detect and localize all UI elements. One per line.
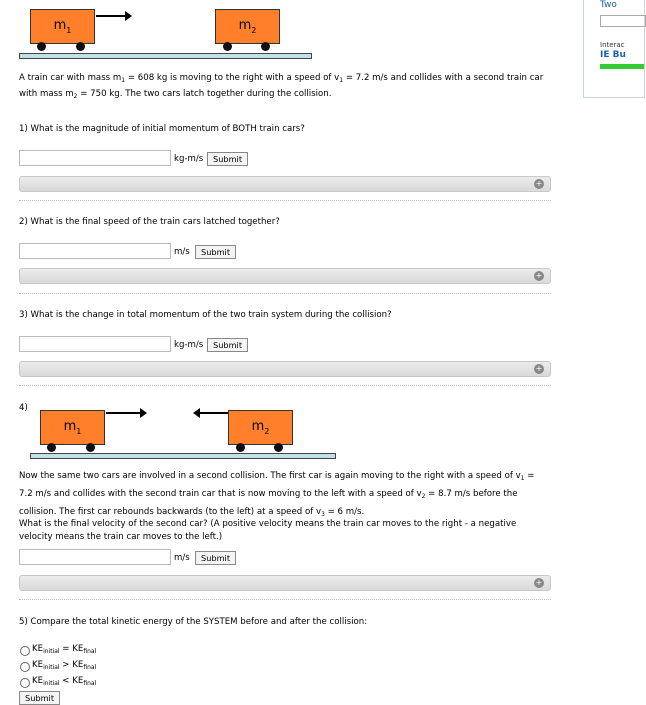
divider xyxy=(19,385,551,386)
ke-sub: final xyxy=(83,648,97,655)
ke-sub: initial xyxy=(43,680,60,687)
intro-text: = 750 kg. The two cars latch together during the collision. xyxy=(77,89,332,99)
question-2-hint-bar[interactable] xyxy=(19,268,551,284)
q4-sub: 3 xyxy=(321,511,325,518)
intro-sub: 1 xyxy=(121,77,126,84)
question-4-number: 4) xyxy=(19,403,28,413)
ke-op: = xyxy=(59,644,73,654)
question-2-input[interactable] xyxy=(19,243,171,259)
question-4-line2: velocity means the train car moves to the left.) xyxy=(19,532,223,542)
question-4-unit: m/s xyxy=(174,553,190,563)
side-panel-label-interactive: Interac xyxy=(600,41,625,49)
car-1-sub: 1 xyxy=(76,426,82,436)
car-1-sub: 1 xyxy=(66,25,72,35)
radio-button[interactable] xyxy=(20,646,30,656)
side-panel-input[interactable] xyxy=(600,15,646,27)
car-2 xyxy=(228,410,293,445)
question-2-text: 2) What is the final speed of the train cars latched together? xyxy=(19,217,280,227)
q4-text: = xyxy=(524,471,535,481)
track xyxy=(30,453,336,459)
question-3-input[interactable] xyxy=(19,336,171,352)
wheel xyxy=(274,443,283,452)
question-4-input[interactable] xyxy=(19,549,171,565)
question-3-hint-bar[interactable] xyxy=(19,361,551,377)
question-4-line1: What is the final velocity of the second car? (A positive velocity means the train car moves to the right - a negative xyxy=(19,519,517,529)
intro-text: = 608 kg is moving to the right with a speed of v xyxy=(125,73,340,83)
q4-text: collision. The first car rebounds backwards (to the left) at a speed of v xyxy=(19,507,322,517)
q4-text: = 6 m/s. xyxy=(324,507,365,517)
expand-icon[interactable]: + xyxy=(535,271,543,280)
question-4-description xyxy=(19,470,564,521)
question-5-submit-button[interactable]: Submit xyxy=(19,691,60,705)
radio-button[interactable] xyxy=(20,678,30,688)
q4-sub: 1 xyxy=(520,475,525,482)
q4-text: 7.2 m/s and collides with the second train car that is now moving to the left with a speed of v xyxy=(19,489,422,499)
problem-intro xyxy=(19,72,559,103)
option-label xyxy=(32,643,96,658)
q4-sub: 2 xyxy=(421,493,426,500)
question-1-unit: kg-m/s xyxy=(174,154,204,164)
wheel xyxy=(261,42,270,51)
intro-sub: 2 xyxy=(73,93,78,100)
option-label xyxy=(32,659,96,674)
question-3-unit: kg-m/s xyxy=(174,340,204,350)
ke-sub: initial xyxy=(43,648,60,655)
question-2-unit: m/s xyxy=(174,247,190,257)
expand-icon[interactable]: + xyxy=(535,364,543,373)
q4-text: = 8.7 m/s before the xyxy=(425,489,518,499)
radio-button[interactable] xyxy=(20,662,30,672)
ke-sub: final xyxy=(83,664,97,671)
intro-text: = 7.2 m/s and collides with a second train car xyxy=(343,73,544,83)
car-1 xyxy=(30,9,95,44)
ke-text: KE xyxy=(72,676,84,686)
question-4-submit-button[interactable]: Submit xyxy=(195,551,236,565)
velocity-arrow-right xyxy=(106,412,141,414)
car-1-label: m xyxy=(63,419,77,434)
car-2-sub: 2 xyxy=(264,426,270,436)
wheel xyxy=(47,443,56,452)
intro-text: with mass m xyxy=(19,89,74,99)
car-1-label: m xyxy=(53,18,67,33)
ke-text: KE xyxy=(72,644,84,654)
question-4-hint-bar[interactable] xyxy=(19,575,551,591)
question-1-hint-bar[interactable] xyxy=(19,176,551,192)
q4-text: Now the same two cars are involved in a second collision. The first car is again moving to the right with a speed of v xyxy=(19,471,521,481)
option-label xyxy=(32,675,96,690)
expand-icon[interactable]: + xyxy=(535,578,543,587)
divider xyxy=(19,200,551,201)
intro-text: A train car with mass m xyxy=(19,73,122,83)
ke-text: KE xyxy=(32,676,44,686)
question-5-text: 5) Compare the total kinetic energy of the SYSTEM before and after the collision: xyxy=(19,617,368,627)
side-panel-label-ie: IE Bu xyxy=(600,50,626,60)
velocity-arrow-right xyxy=(96,15,126,17)
wheel xyxy=(236,443,245,452)
car-2-label: m xyxy=(251,419,265,434)
intro-sub: 1 xyxy=(339,77,344,84)
question-3-text: 3) What is the change in total momentum of the two train system during the collision? xyxy=(19,310,392,320)
expand-icon[interactable]: + xyxy=(535,179,543,188)
velocity-arrow-left xyxy=(199,412,229,414)
question-4-question xyxy=(19,518,564,544)
question-2-submit-button[interactable]: Submit xyxy=(195,245,236,259)
side-panel-title: Two xyxy=(600,0,617,10)
side-panel xyxy=(583,0,645,98)
wheel xyxy=(223,42,232,51)
ke-op: > xyxy=(59,660,73,670)
question-1-submit-button[interactable]: Submit xyxy=(207,152,248,166)
question-1-input[interactable] xyxy=(19,150,171,166)
ke-text: KE xyxy=(32,660,44,670)
ke-text: KE xyxy=(32,644,44,654)
divider xyxy=(19,293,551,294)
car-2-label: m xyxy=(238,18,252,33)
wheel xyxy=(86,443,95,452)
car-2-sub: 2 xyxy=(251,25,257,35)
ke-op: < xyxy=(59,676,73,686)
wheel xyxy=(76,42,85,51)
question-1-text: 1) What is the magnitude of initial momentum of BOTH train cars? xyxy=(19,124,305,134)
question-3-submit-button[interactable]: Submit xyxy=(207,338,248,352)
track xyxy=(19,53,312,59)
divider xyxy=(19,599,551,600)
ke-text: KE xyxy=(72,660,84,670)
progress-bar xyxy=(600,64,644,69)
car-1 xyxy=(40,410,105,445)
ke-sub: initial xyxy=(43,664,60,671)
wheel xyxy=(37,42,46,51)
car-2 xyxy=(215,9,280,44)
ke-sub: final xyxy=(83,680,97,687)
